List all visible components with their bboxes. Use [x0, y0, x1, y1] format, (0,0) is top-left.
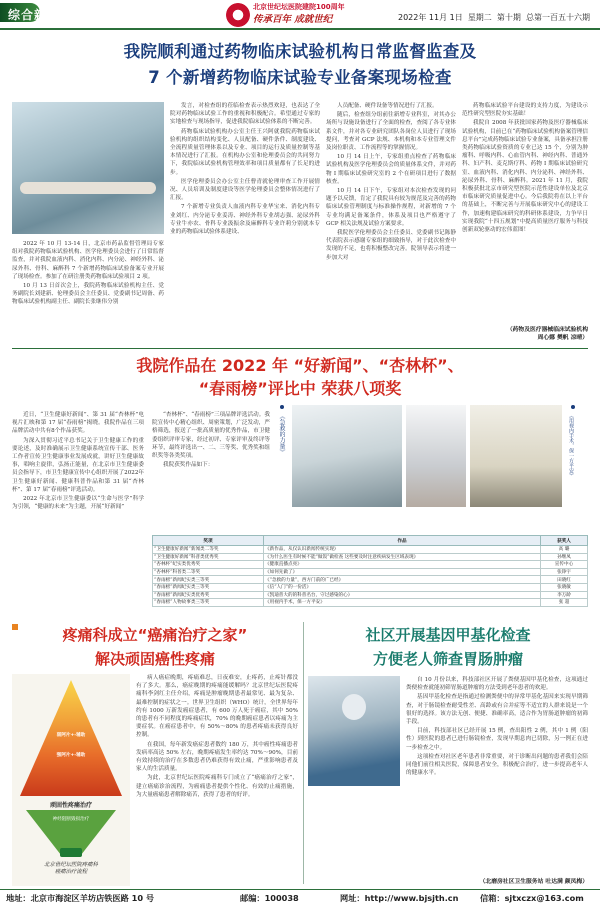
- meeting-table: [20, 182, 156, 194]
- article-awards: [12, 349, 588, 614]
- headline-line2: 解决顽固癌性疼痛: [94, 650, 215, 668]
- table-header-row: [153, 536, 588, 546]
- byline-org: （药物及医疗器械临床试验机构: [506, 327, 588, 333]
- table-cell: 《信“人门”的一份活》: [264, 583, 541, 591]
- paragraph: 10 月 13 日首次会上，我院药物临床试验机构主任、党务副院长刘建新、伦理委员会主任委员、党委副书记周备、药物临床试验机构副主任、副院长张继伟分别: [12, 283, 164, 306]
- inspection-meeting-photo: [12, 102, 164, 234]
- pyramid-label: 弱阿片+-辅助: [56, 733, 86, 738]
- diagram-bottom-label: 顽固性疼痛治疗: [49, 802, 92, 809]
- section-title: 综合新闻: [8, 8, 61, 22]
- table-cell: “卫生健康好新闻”科普类优秀奖: [153, 553, 264, 561]
- centennial-logo: [226, 3, 250, 27]
- table-row: [153, 546, 588, 554]
- paragraph: 自 10 月份以来，科技部社区开展了粪便基因甲基化检查，这项通过粪便检查就能初筛胃肠道肿瘤的方法受到老年患者的欢迎。: [406, 677, 588, 692]
- footer-address: 地址：北京市海淀区羊坊店铁医路 10 号: [6, 893, 155, 903]
- headline-line2: “春雨榜”评比中 荣获八项奖: [198, 379, 402, 398]
- paragraph: 药物临床试验机构办公室主任王兴阿就我院药物临床试验机构的组织结构变化、人员配备、硬件条件、制度建设、全流程质量管理体系以及专业、项目的运行及质量控制等基本情况进行了汇报。在机构办公室和伦理委员会的共同努力下，我院临床试验机构管理效率和项目质量都有了长足的进步。: [170, 128, 320, 176]
- nurse-figure: [342, 694, 366, 720]
- surgery-photo: [470, 405, 562, 507]
- paragraph: 基因甲基化检查是指通过检测粪便中的异常甲基化基因来实现早期筛查，对于肠镜检查耐受性差、高龄或有合并症等不适宜的人群来说是一个很好的选择。该方法无创、便捷、准确率高，适合作为胃肠道肿瘤的初筛手段。: [406, 694, 588, 726]
- table-cell: 《用视内手术，保一方平安》: [264, 599, 541, 607]
- paragraph: 我院自 2008 年获批国家药物及医疗器械临床试验机构，目前已在“药物临床试验机构备案管理信息平台”完成药物临床试验专业备案，具备承担注册类药物临床试验资质的专业已达 15 个，分别为肿瘤科、呼吸内科、心血管内科、神经内科、普通外科、妇产科、麦克斯疗科、药物 I 期临床试验研究室、血液内科、消化内科、内分泌科、神经外科、泌尿外科、骨科、麻醉科。2021 年 11 月，我院积极获批北京市研究型医院示范性建设单位及北京市临床研究质量促进中心。今后我院将在以上平台的基础上，不断完善与开展临床研究中心的建设工作，加速构建临床研究的科研体系建设，力争早日实现我院“十四五规划”中提高质量医疗服务与科技创新双轮驱动的宏伟蓝图！: [462, 120, 588, 234]
- funnel-base: [60, 848, 82, 857]
- paragraph: 我院获奖作品如下：: [163, 462, 214, 469]
- table-cell: “卫生健康好新闻”新闻类二等奖: [153, 546, 264, 554]
- paragraph: 为此，北京世纪坛医院疼痛科专门成立了“癌痛治疗之家”，建立癌痛诊治流程，为癌痛患者提供个性化、有效的止痛措施，为大量癌痛患者解除痛苦，获得了患者的好评。: [136, 775, 298, 798]
- paragraph: 10 月 14 日下午，专家组对本次检查发现的问题予以反馈，肯定了我院具有较为规范及完善的药物临床试验管理制度与标准操作规程，对新增的 7 个专业均满足备案条件，体系及项目也严格遵守了 GCP 相关法规及试验方案要求。: [326, 188, 456, 227]
- table-row: [153, 561, 588, 569]
- table-cell: “杏林杯”纪实类优秀奖: [153, 561, 264, 569]
- paragraph: “杏林杯”、“春雨榜”三项品牌评选活动。我院宣传中心精心组织、周密策划，广泛发动，严格筛选，报送了一批高质量的优秀作品，市卫健委组织评审专家，经过初评、专家评审及终评等环节，最终评选出一、二、三等奖、优秀奖和组织奖等各类奖项。: [152, 412, 270, 460]
- footer-website[interactable]: 网址：http://www.bjsjth.cn: [340, 893, 459, 903]
- headline-line1: 我院作品在 2022 年 “好新闻”、“杏林杯”、: [136, 356, 464, 375]
- masthead: [0, 0, 600, 30]
- table-cell: 田晓红: [541, 576, 588, 584]
- doctor-photo: [406, 405, 466, 507]
- paragraph: 2022 年北京市卫生健康委以“生命与医学”科学为引领，“健康的未来”为主题，开展“好新闻”: [12, 496, 144, 511]
- article3-body: [136, 674, 298, 886]
- article1-col4: [462, 102, 588, 324]
- caption-right: [565, 405, 583, 507]
- paragraph: 为深入贯彻习近平总书记关于卫生健康工作的重要论述，及时准确展示卫生健康系统宣传干部、医务工作者宣传卫生健康事业发展成就，讲好卫生健康故事，唱响主旋律，弘扬正能量，在北京市卫生健康委员会指导下，市卫生健康宣传中心组织开展了2022年卫生健康好新闻、健康科普作品和第 31 届“杏林杯”、第 17 届“春雨榜”评选活动。: [12, 437, 144, 493]
- paragraph: 人员配备、硬件设备等情况进行了汇报。: [337, 103, 438, 109]
- table-row: [153, 591, 588, 599]
- article2-col2: [152, 411, 270, 535]
- caption-left-text: 《急救的力量》: [278, 413, 285, 455]
- table-row: [153, 553, 588, 561]
- table-header: 获奖人: [541, 536, 588, 546]
- article1-col2: [170, 102, 320, 346]
- bullet-icon: [571, 405, 575, 409]
- footer-postcode: 邮编：100038: [240, 893, 299, 903]
- headline-line1: 社区开展基因甲基化检查: [365, 626, 531, 644]
- table-header: 奖项: [153, 536, 264, 546]
- article1-col1: [12, 240, 164, 346]
- paragraph: 在我国，每年新发癌症患者数约 180 万，其中癌性疼痛患者发病率高达 50% 左右，晚期疼痛发生率约达 70%～90%，目前有效持续的治疗在多数患者仍难获得有效止痛，严重影响患者及家人的生活质量。: [136, 741, 298, 773]
- table-row: [153, 568, 588, 576]
- headline-line1: 我院顺利通过药物临床试验机构日常监督监查及: [123, 42, 477, 61]
- article-gene-methylation: [308, 618, 588, 888]
- emergency-photo: [292, 405, 402, 507]
- table-cell: 张晓敏: [541, 583, 588, 591]
- column-divider: [303, 622, 304, 884]
- paragraph: 发言，对检查组的莅临检查表示热烈欢迎，也表达了全院对药物临床试验工作的重视和积极配合。希望通过专家的实地检查与现场指导，促进我院临床试验体系的不断完善。: [170, 103, 320, 126]
- community-clinic-photo: [308, 676, 400, 786]
- table-cell: 宣传中心: [541, 561, 588, 569]
- table-cell: 《凯迪普大的的科普名台，守过感染的心》: [264, 591, 541, 599]
- article1-byline: [462, 326, 588, 342]
- issue-line: [398, 12, 590, 23]
- diagram-caption: 北京世纪坛医院疼痛科 癌痛治疗流程: [44, 862, 98, 875]
- article4-body: [406, 676, 588, 856]
- issue-total: 总第一百五十六期: [526, 13, 590, 22]
- headline-line2: 7 个新增药物临床试验专业备案现场检查: [148, 68, 452, 87]
- table-cell: “杏林杯”科普类二等奖: [153, 568, 264, 576]
- article2-col1: [12, 411, 144, 611]
- paragraph: 2022 年 10 月 13-14 日，北京市药品监督管理局专家组对我院药物临床试验机构、医学伦理委员会进行了日常监督监查，并对我院血液内科、消化内科、内分泌、神经外科、泌尿外科、骨科、麻醉科 7 个新增药物临床试验备案专业开展了现场检查。参加了在研注册类药物临床试验项目 2 项。: [12, 241, 164, 280]
- paragraph: 医学伦理委员会办公室主任曹青就伦理审查工作开展情况、人员培训及制度建设等医学伦理委员会整体情况进行了汇报。: [170, 178, 320, 202]
- byline-people: 周心娜 樊帆 凉晴）: [537, 335, 588, 341]
- paragraph: 目前，科技部社区已经开展 15 例，查出阳性 2 例，其中 1 例（阳性）到医院的患者已进行肠镜检查，发现早期息肉已切除，另一例正在进一步检查之中。: [406, 728, 588, 751]
- table-cell: “春雨榜”新闻纪实类优秀奖: [153, 591, 264, 599]
- table-row: [153, 599, 588, 607]
- issue-date: 2022年 11月 1日: [398, 13, 463, 22]
- issue-weekday: 星期二: [467, 13, 492, 22]
- headline-line1: 疼痛科成立“癌痛治疗之家”: [62, 626, 248, 644]
- pain-ladder-pyramid: [20, 680, 122, 796]
- footer: [0, 889, 600, 908]
- paragraph: 7 个新增专业负责人血液内科专业华宝来、消化内科专业刘红、内分泌专业姜涛、神经外科专业胡志强、泌尿外科专业牛亦农、骨科专业汲振余及麻醉科专业许莉分别就本专业的药物临床试验体系建设、: [170, 204, 320, 236]
- table-header: 作品: [264, 536, 541, 546]
- caption-left: [274, 405, 292, 507]
- paragraph: 近日，“卫生健康好新闻”、第 31 届“杏林杯”电视片汇映和第 17 届“春雨榜”揭晓。我院作品在三项品牌活动中共有8个作品获奖。: [12, 412, 144, 435]
- table-cell: 《“急救的力量”，西方门前的广已经》: [264, 576, 541, 584]
- table-row: [153, 583, 588, 591]
- table-cell: “春雨榜”新闻纪实类三等奖: [153, 576, 264, 584]
- table-cell: 高 璐: [541, 546, 588, 554]
- bullet-icon: [280, 405, 284, 409]
- table-cell: 《为什么医生有时候不能“做饭”做检查 这些要及时注意疾病发生区域表现》: [264, 553, 541, 561]
- article1-col3: [326, 102, 456, 346]
- paragraph: 随后，检查组分组前往新增专业科室，对其办公场所与设施设备进行了全面的检查，查阅了各专业体系文件，并对各专业研究团队各岗位人员进行了现场提问，考查对 GCP 法规、本机构和本专业管理文件及岗位职责、工作流程等的掌握情况。: [326, 112, 456, 152]
- table-cell: 《健康直播点亮》: [264, 561, 541, 569]
- issue-number: 第十期: [496, 13, 521, 22]
- table-cell: “春雨榜”新闻纪实类三等奖: [153, 583, 264, 591]
- footer-email[interactable]: 信箱：sjtxczx@163.com: [480, 893, 584, 903]
- paragraph: 10 月 14 日上午，专家组重点检查了药物临床试验机构及医学伦理委员会的质量体系文件，并对药物 I 期临床试验研究室的 2 个在研项目进行了数据核查。: [326, 154, 456, 185]
- table-cell: 张 超: [541, 599, 588, 607]
- table-cell: “春雨榜”人物故事类三等奖: [153, 599, 264, 607]
- caption-right-text: 《用视内手术，保一方平安》: [568, 413, 574, 478]
- centennial-line2: 传承百年 成就世纪: [253, 14, 333, 25]
- paragraph: 药物临床试验平台建设的支持力度，为建设示范性研究型医院夯实基础！: [462, 103, 588, 118]
- table-cell: 李万龄: [541, 591, 588, 599]
- table-cell: 《新作品，从仅认识新闻传统实现》: [264, 546, 541, 554]
- awards-table: [152, 535, 588, 607]
- centennial-line1: 北京世纪坛医院建院100周年: [253, 3, 345, 11]
- funnel-label: 神经阻断毁损治疗: [52, 817, 90, 822]
- pyramid-label: 强阿片+-辅助: [56, 753, 86, 758]
- table-cell: 张铮宇: [541, 568, 588, 576]
- paragraph: 这项检查对社区老年患者非常重要，对于诊断出问题的患者我们会陪同他们前往相关医院，保障患者安全，积极配合治疗，进一步提高老年人的健康水平。: [406, 753, 588, 777]
- table-cell: 孙继凤: [541, 553, 588, 561]
- paragraph: 病人癌症晚期，疼痛难忍，日夜难安，止疼药，止疼针都没有了多大。那么，癌症晚期的疼痛能缓解吗？北京世纪坛医院疼痛科李剑红主任介绍，疼痛是肿瘤晚期患者最常见、最为复杂、最难控制的症状之一。世界卫生组织（WHO）统计，全世界每年约有 1000 万新发癌症患者，有 600 万人死于癌症，其中 50% 的患者有不同程度的疼痛症状，70% 的晚期癌症患者以疼痛为主要症状。在癌症患者中，有 50%～80% 的患者疼痛未获得良好控制。: [136, 675, 298, 739]
- table-row: [153, 576, 588, 584]
- table-cell: 《如何先做了》: [264, 568, 541, 576]
- paragraph: 我院医学伦理委员会主任委员、党委副书记陈静代表院表示感谢专家组的细致指导，对于此次检查中发现的不足，也将积极整改完善。院领导表示将进一步加大对: [326, 230, 456, 261]
- article-cancer-pain: [12, 618, 298, 888]
- article4-byline: （北磨房社区卫生服务站 吐达满 颜凤梅）: [479, 879, 588, 885]
- pain-treatment-diagram: [12, 674, 130, 886]
- article-clinical-trials: [12, 30, 588, 349]
- headline-line2: 方便老人筛查胃肠肿瘤: [372, 650, 523, 668]
